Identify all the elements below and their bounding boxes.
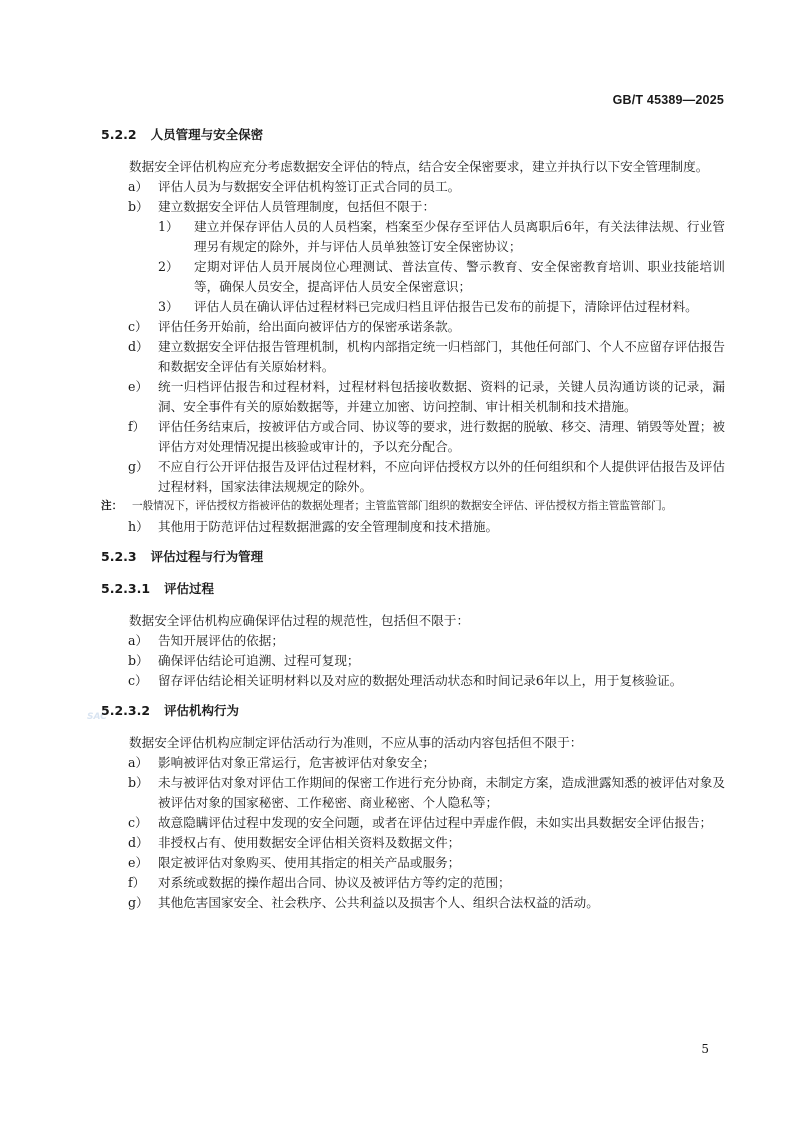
note-text: 一般情况下，评估授权方指被评估的数据处理者；主管监管部门组织的数据安全评估、评估授权方指主管监管部门。 [132,500,673,512]
list-label: g） [128,895,149,910]
section-heading-5-2-3-2 [101,701,725,721]
list-label: d） [128,339,149,354]
document-body [101,125,725,913]
list-item [101,873,725,893]
list-item [101,893,725,913]
section-number: 5.2.3 [101,549,137,564]
list-text: 其他用于防范评估过程数据泄露的安全管理制度和技术措施。 [158,519,499,534]
note [101,498,725,515]
list-text: 告知开展评估的依据； [158,633,284,648]
list-label: c） [128,673,148,688]
section-number: 5.2.3.1 [101,581,151,596]
list-item [101,671,725,691]
list-text: 定期对评估人员开展岗位心理测试、普法宣传、警示教育、安全保密教育培训、职业技能培训等，确保人员安全，提高评估人员安全保密意识； [194,259,725,294]
list-item [101,833,725,853]
list-text: 未与被评估对象对评估工作期间的保密工作进行充分协商，未制定方案，造成泄露知悉的被评估对象及被评估对象的国家秘密、工作秘密、商业秘密、个人隐私等； [158,775,725,810]
list-text: 限定被评估对象购买、使用其指定的相关产品或服务； [158,855,461,870]
list-text: 评估人员在确认评估过程材料已完成归档且评估报告已发布的前提下，清除评估过程材料。 [194,299,698,314]
section-title: 评估过程与行为管理 [150,549,264,564]
list-text: 影响被评估对象正常运行，危害被评估对象安全； [158,755,436,770]
note-label: 注： [101,500,123,512]
list-item [101,773,725,813]
list-item [101,631,725,651]
list-item [101,337,725,377]
section-title: 评估过程 [164,581,215,596]
section-title: 人员管理与安全保密 [150,127,264,142]
list-label: d） [128,835,149,850]
list-label: c） [128,319,148,334]
list-item [101,853,725,873]
list-item [101,377,725,417]
section-intro: 数据安全评估机构应制定评估活动行为准则，不应从事的活动内容包括但不限于： [129,735,583,750]
list-text: 对系统或数据的操作超出合同、协议及被评估方等约定的范围； [158,875,511,890]
list-text: 建立数据安全评估报告管理机制，机构内部指定统一归档部门，其他任何部门、个人不应留存评估报告和数据安全评估有关原始材料。 [158,339,725,374]
list-text: 留存评估结论相关证明材料以及对应的数据处理活动状态和时间记录6年以上，用于复核验证。 [158,673,683,688]
list-label: f） [128,419,146,434]
page-number: 5 [701,1042,709,1056]
list-item [101,517,725,537]
list-text: 其他危害国家安全、社会秩序、公共利益以及损害个人、组织合法权益的活动。 [158,895,599,910]
list-item [101,457,725,497]
list-label: 3） [158,299,179,314]
section-number: 5.2.2 [101,127,137,142]
list-text: 统一归档评估报告和过程材料，过程材料包括接收数据、资料的记录，关键人员沟通访谈的记录，漏洞、安全事件有关的原始数据等，并建立加密、访问控制、审计相关机制和技术措施。 [158,379,725,414]
doc-number: GB/T 45389—2025 [612,93,724,107]
section-heading-5-2-3 [101,547,725,567]
list-label: b） [128,775,149,790]
section-heading-5-2-2 [101,125,725,145]
list-label: 2） [158,259,179,274]
list-item [101,197,725,217]
sub-list-item [101,217,725,257]
list-label: f） [128,875,146,890]
list-item [101,177,725,197]
list-label: a） [128,633,149,648]
list-label: g） [128,459,149,474]
list-item [101,813,725,833]
section-intro: 数据安全评估机构应充分考虑数据安全评估的特点，结合安全保密要求，建立并执行以下安全管理制度。 [129,159,709,174]
list-text: 故意隐瞒评估过程中发现的安全问题，或者在评估过程中弄虚作假，未如实出具数据安全评估报告； [158,815,713,830]
list-item [101,651,725,671]
list-text: 不应自行公开评估报告及评估过程材料，不应向评估授权方以外的任何组织和个人提供评估报告及评估过程材料，国家法律法规规定的除外。 [158,459,725,494]
list-item [101,317,725,337]
list-label: 1） [158,219,179,234]
list-text: 非授权占有、使用数据安全评估相关资料及数据文件； [158,835,461,850]
section-number: 5.2.3.2 [101,703,151,718]
list-label: b） [128,653,149,668]
list-label: b） [128,199,149,214]
list-text: 评估人员为与数据安全评估机构签订正式合同的员工。 [158,179,461,194]
list-label: e） [128,855,149,870]
sub-list-item [101,257,725,297]
section-heading-5-2-3-1 [101,579,725,599]
list-label: h） [128,519,149,534]
list-label: a） [128,755,149,770]
list-label: a） [128,179,149,194]
list-item [101,753,725,773]
watermark-logo: SAC [87,712,107,722]
list-text: 确保评估结论可追溯、过程可复现； [158,653,360,668]
section-intro: 数据安全评估机构应确保评估过程的规范性，包括但不限于： [129,613,470,628]
list-item [101,417,725,457]
list-text: 评估任务开始前，给出面向被评估方的保密承诺条款。 [158,319,461,334]
list-text: 评估任务结束后，按被评估方或合同、协议等的要求，进行数据的脱敏、移交、清理、销毁等处置；被评估方对处理情况提出核验或审计的，予以充分配合。 [158,419,725,454]
list-label: c） [128,815,148,830]
list-label: e） [128,379,149,394]
sub-list-item [101,297,725,317]
list-text: 建立并保存评估人员的人员档案，档案至少保存至评估人员离职后6年，有关法律法规、行业管理另有规定的除外，并与评估人员单独签订安全保密协议； [194,219,725,254]
section-title: 评估机构行为 [164,703,240,718]
list-text: 建立数据安全评估人员管理制度，包括但不限于： [158,199,436,214]
